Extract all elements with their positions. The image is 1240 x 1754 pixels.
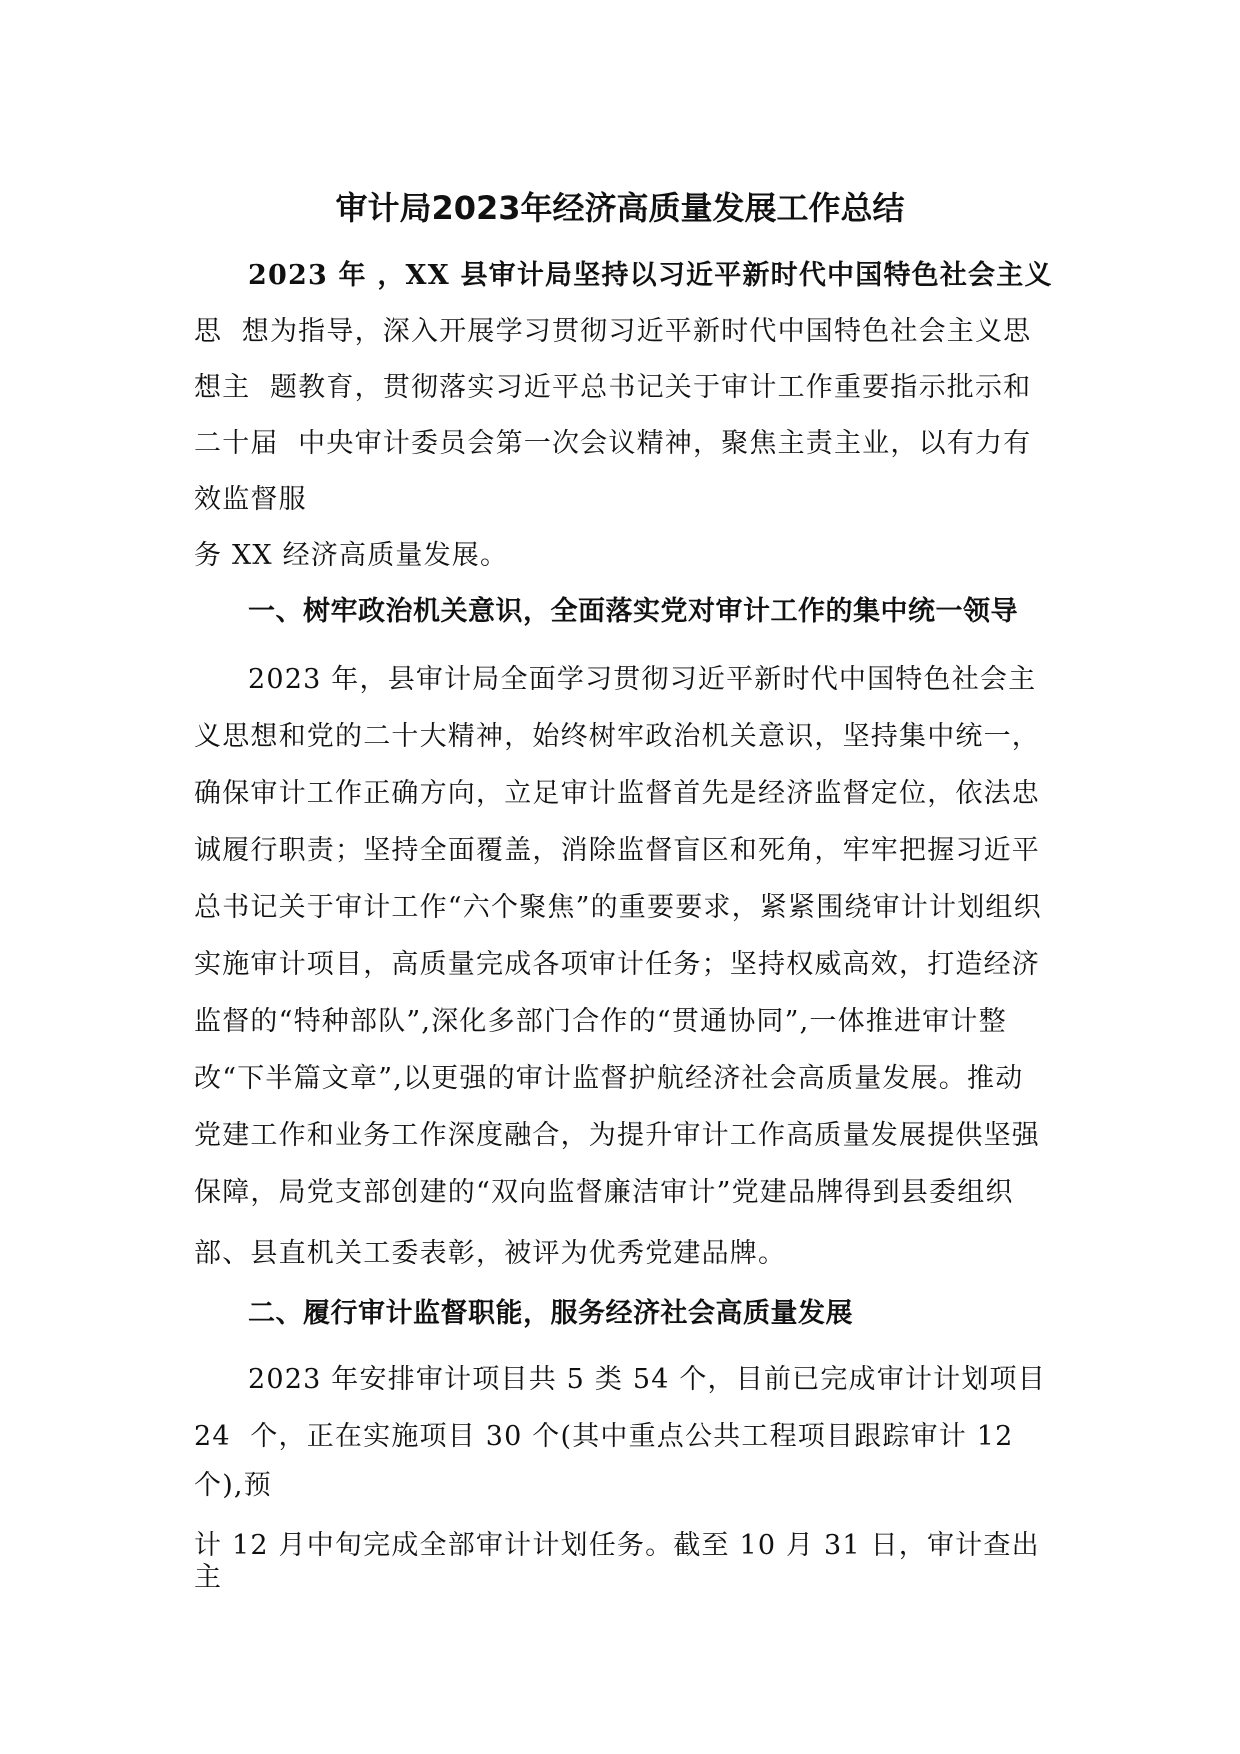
section1-line: 改“下半篇文章”,以更强的审计监督护航经济社会高质量发展。推动 [194,1063,1024,1094]
intro-line: 思 想为指导，深入开展学习贯彻习近平新时代中国特色社会主义思 [194,316,1032,347]
section1-line: 义思想和党的二十大精神，始终树牢政治机关意识，坚持集中统一， [194,721,1040,752]
section1-line: 2023 年，县审计局全面学习贯彻习近平新时代中国特色社会主 [248,664,1037,695]
intro-line: 2023 年 ，XX 县审计局坚持以习近平新时代中国特色社会主义 [248,260,1053,291]
section1-line: 监督的“特种部队”,深化多部门合作的“贯通协同”,一体推进审计整 [194,1006,1007,1037]
section1-line: 部、县直机关工委表彰，被评为优秀党建品牌。 [194,1238,787,1269]
section2-line: 个),预 [194,1470,272,1501]
intro-line: 想主 题教育，贯彻落实习近平总书记关于审计工作重要指示批示和 [194,372,1032,403]
section1-line: 实施审计项目，高质量完成各项审计任务；坚持权威高效，打造经济 [194,949,1040,980]
section1-line: 党建工作和业务工作深度融合，为提升审计工作高质量发展提供坚强 [194,1120,1040,1151]
section1-line: 诚履行职责；坚持全面覆盖，消除监督盲区和死角，牢牢把握习近平 [194,835,1040,866]
section2-line: 2023 年安排审计项目共 5 类 54 个，目前已完成审计计划项目 [248,1364,1046,1395]
document-title: 审计局2023年经济高质量发展工作总结 [335,189,905,227]
section1-line: 确保审计工作正确方向，立足审计监督首先是经济监督定位，依法忠 [194,778,1040,809]
intro-line: 务 XX 经济高质量发展。 [194,540,509,571]
section2-line: 计 12 月中旬完成全部审计计划任务。截至 10 月 31 日，审计查出 [194,1530,1040,1561]
section-heading-2: 二、履行审计监督职能，服务经济社会高质量发展 [248,1298,853,1329]
section1-line: 保障，局党支部创建的“双向监督廉洁审计”党建品牌得到县委组织 [194,1177,1014,1208]
section2-line: 主 [194,1562,223,1593]
section1-line: 总书记关于审计工作“六个聚焦”的重要要求，紧紧围绕审计计划组织 [194,892,1042,923]
intro-line: 二十届 中央审计委员会第一次会议精神，聚焦主责主业，以有力有 [194,428,1032,459]
intro-line: 效监督服 [194,484,307,515]
section-heading-1: 一、树牢政治机关意识，全面落实党对审计工作的集中统一领导 [248,596,1018,627]
section2-line: 24 个，正在实施项目 30 个(其中重点公共工程项目跟踪审计 12 [194,1421,1014,1452]
